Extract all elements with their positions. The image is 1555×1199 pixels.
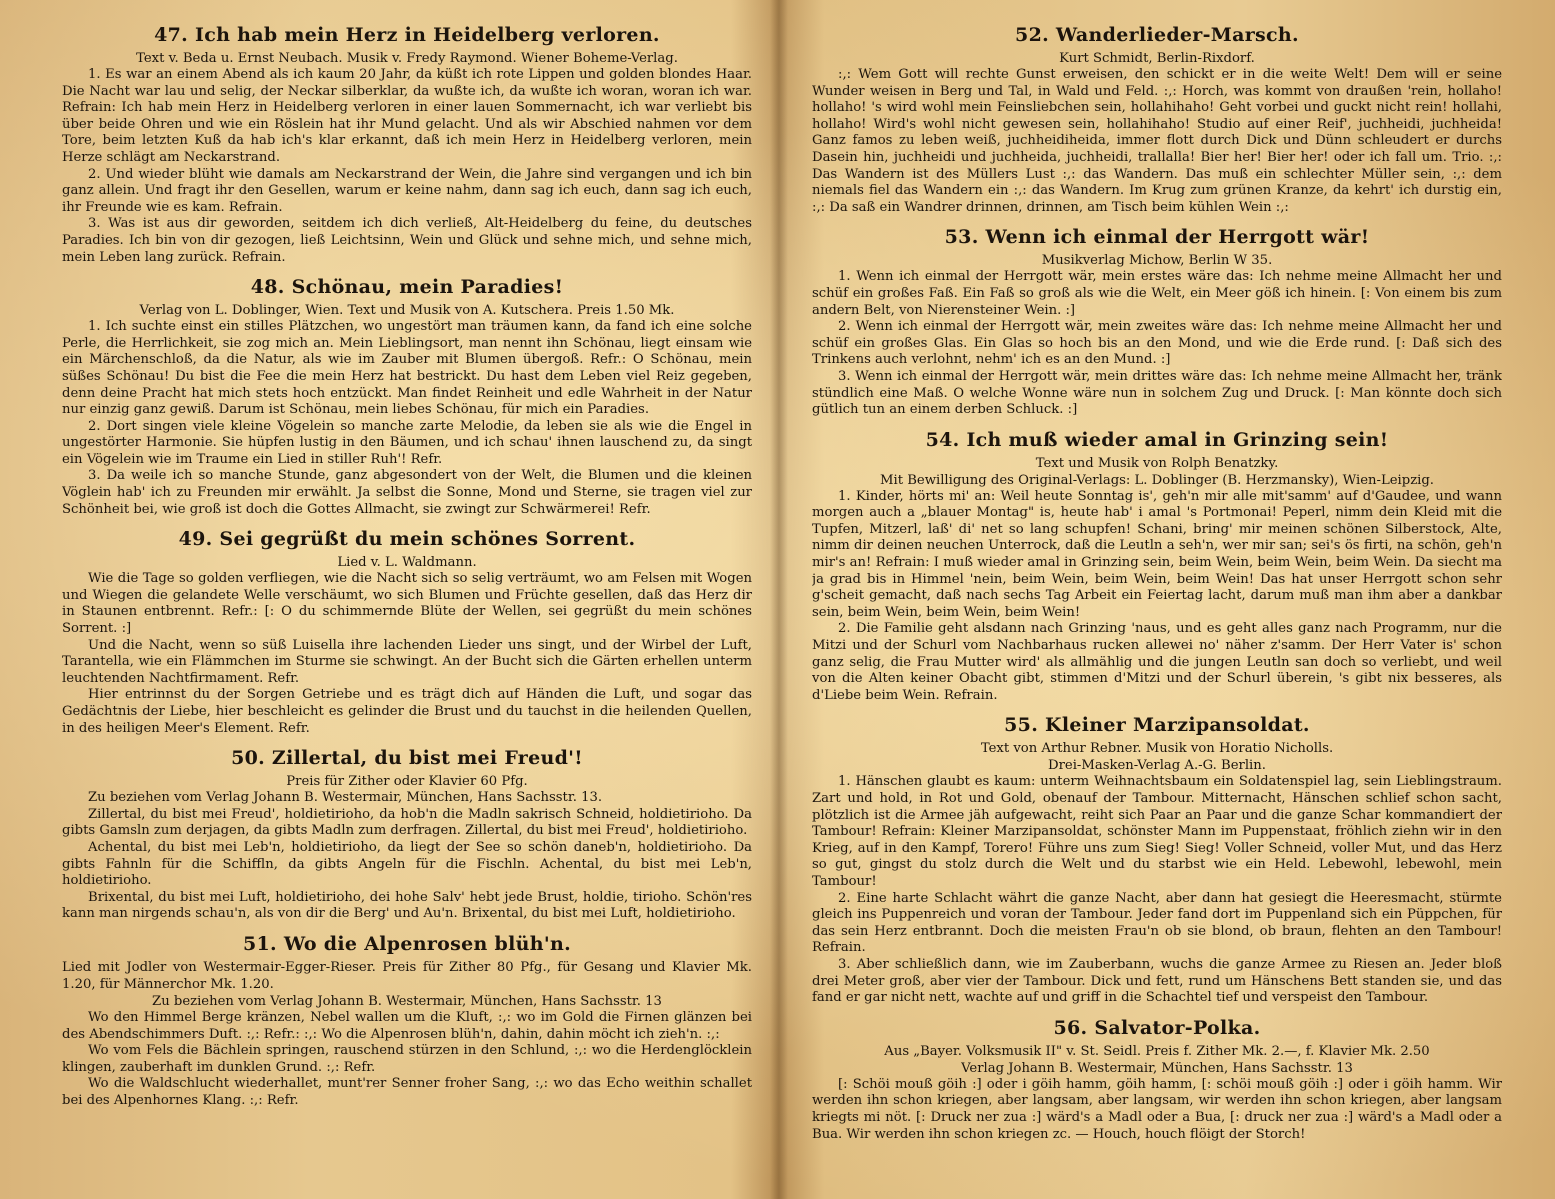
- verse: 2. Und wieder blüht wie damals am Neckarstrand der Wein, die Jahre sind vergangen und ich bin ganz allein. Und fragt ihr den Gesellen, warum er keine nahm, dann sag ich euch, dann sag ich euch, ihr Freunde wie es kam. Refrain.: [62, 166, 752, 215]
- verse: 3. Aber schließlich dann, wie im Zauberbann, wuchs die ganze Armee zu Riesen an. Jeder bloß drei Meter groß, aber vier der Tambour. Dick und fett, rund um Hänschens Bett standen sie, und das fand er gar nicht nett, wachte auf und griff in die Schachtel tief und verspeist den Tambour.: [812, 956, 1502, 1006]
- song-publisher: Mit Bewilligung des Original-Verlags: L. Doblinger (B. Herzmansky), Wien-Leipzig.: [880, 472, 1434, 488]
- song-title: 56. Salvator-Polka.: [1053, 1016, 1261, 1039]
- song-53: [812, 224, 1502, 418]
- verse: Zu beziehen vom Verlag Johann B. Westermair, München, Hans Sachsstr. 13.: [88, 790, 603, 806]
- song-title: 53. Wenn ich einmal der Herrgott wär!: [944, 226, 1370, 249]
- verse: 1. Kinder, hörts mi' an: Weil heute Sonntag is', geh'n mir alle mit'samm' auf d'Gaudee, und wann morgen auch a „blauer Montag" is, heute hab' i amal 's Portmonai! Peperl, nimm dein Kleid mit die Tupfen, Mitzerl, laß' di' net so lang schupfen! Schani, bring' mir meinen schönen Silberstock, Alte, nimm dir deinen neuchen Unterrock, daß die Leutln a seh'n, wer mir san; sei's ös firti, na schön, geh'n mir's an! Refrain: I muß wieder amal in Grinzing sein, beim Wein, beim Wein, beim Wein. Da siecht ma ja grad bis in Himmel 'nein, beim Wein, beim Wein, beim Wein! Das hat unser Herrgott schon sehr g'scheit gemacht, daß nach sechs Tag Arbeit ein Feiertag lacht, darum muß man ihm aber a dankbar sein, beim Wein, beim Wein, beim Wein!: [812, 488, 1502, 620]
- song-title: 49. Sei gegrüßt du mein schönes Sorrent.: [178, 528, 636, 551]
- right-page: [812, 18, 1502, 1183]
- song-47: [62, 22, 752, 266]
- song-credits: Aus „Bayer. Volksmusik II" v. St. Seidl. Preis f. Zither Mk. 2.—, f. Klavier Mk. 2.50: [884, 1043, 1430, 1059]
- song-52: [812, 22, 1502, 216]
- song-credits: Text von Arthur Rebner. Musik von Horatio Nicholls.: [980, 741, 1334, 757]
- verse: Hier entrinnst du der Sorgen Getriebe und es trägt dich auf Händen die Luft, und sogar das Gedächtnis der Liebe, hier beschleicht es gelinder die Brust und du tauchst in die heilenden Quellen, in des heiligen Meer's Element. Refr.: [62, 687, 752, 736]
- song-51: [62, 931, 752, 1110]
- verse: 2. Dort singen viele kleine Vögelein so manche zarte Melodie, da leben sie als wie die Engel in ungestörter Harmonie. Sie hüpfen lustig in den Bäumen, und ich schau' ihnen lauschend zu, da singt ein Vögelein wie im Traume ein Lied in stiller Ruh'! Refr.: [62, 418, 752, 467]
- song-credits: Text v. Beda u. Ernst Neubach. Musik v. Fredy Raymond. Wiener Boheme-Verlag.: [136, 51, 678, 66]
- song-title: 47. Ich hab mein Herz in Heidelberg verloren.: [154, 24, 660, 46]
- verse: Wie die Tage so golden verfliegen, wie die Nacht sich so selig verträumt, wo am Felsen mit Wogen und Wiegen die gelandete Welle verschäumt, wo sich Blumen und Früchte gesellen, daß das Herz dir in Staunen entbrennt. Refr.: [: O du schimmernde Blüte der Wellen, sei gegrüßt du mein schönes Sorrent. :]: [62, 571, 752, 637]
- song-credits: Kurt Schmidt, Berlin-Rixdorf.: [1059, 51, 1255, 66]
- song-title: 54. Ich muß wieder amal in Grinzing sein!: [925, 428, 1389, 451]
- verse: Und die Nacht, wenn so süß Luisella ihre lachenden Lieder uns singt, und der Wirbel der Luft, Tarantella, wie ein Flämmchen im Sturme sie schwingt. An der Bucht sich die Gärten erhellen unterm leuchtenden Nachtfirmament. Refr.: [62, 637, 752, 686]
- verse: 2. Wenn ich einmal der Herrgott wär, mein zweites wäre das: Ich nehme meine Allmacht her und schüf ein großes Glas. Ein Glas so hoch bis an den Mond, und wie die Erde rund. [: Daß sich des Trinkens auch verlohnt, nehm' ich es an den Mund. :]: [812, 319, 1502, 368]
- verse: :,: Wem Gott will rechte Gunst erweisen, den schickt er in die weite Welt! Dem will er seine Wunder weisen in Berg und Tal, in Wald und Feld. :,: Horch, was kommt von draußen 'rein, hollaho! hollaho! 's wird wohl mein Feinsliebchen sein, hollahihaho! Geht vorbei und guckt nicht rein! hollahi, hollaho! Wird's wohl nicht gewesen sein, hollahihaho! Studio auf einer Reif', juchheidi, juchheida! Ganz famos zu leben weiß, juchheidiheida, immer flott durch Dick und Dünn schleudert er durchs Dasein hin, juchheidi und juchheida, juchheidi, trallalla! Bier her! Bier her! oder ich fall um. Trio. :,: Das Wandern ist des Müllers Lust :,: das Wandern. Das muß ein schlechter Müller sein, :,: dem niemals fiel das Wandern ein :,: das Wandern. Im Krug zum grünen Kranze, da kehrt' ich durstig ein, :,: Da saß ein Wandrer drinnen, drinnen, am Tisch beim kühlen Wein :,:: [812, 67, 1502, 215]
- song-54: [812, 427, 1502, 705]
- verse: 3. Wenn ich einmal der Herrgott wär, mein drittes wäre das: Ich nehme meine Allmacht her, tränk stündlich eine Maß. O welche Wonne wäre nun in solchem Zug und Druck. [: Man könnte doch sich gütlich tun an einem derben Schluck. :]: [812, 368, 1502, 418]
- verse: Achental, du bist mei Leb'n, holdietirioho, da liegt der See so schön daneb'n, holdietirioho. Da gibts Fahnln für die Schiffln, da gibts Angeln für die Fischln. Achental, du bist mei Leb'n, holdietirioho.: [62, 839, 752, 889]
- verse: Wo den Himmel Berge kränzen, Nebel wallen um die Kluft, :,: wo im Gold die Firnen glänzen bei des Abendschimmers Duft. :,: Refr.: :,: Wo die Alpenrosen blüh'n, dahin, dahin möcht ich zieh'n. :,:: [62, 1009, 752, 1042]
- verse: 1. Wenn ich einmal der Herrgott wär, mein erstes wäre das: Ich nehme meine Allmacht her und schüf ein großes Faß. Ein Faß so groß als wie die Welt, ein Meer göß ich hinein. [: Von einem bis zum andern Belt, von Nierensteiner Wein. :]: [812, 269, 1502, 318]
- verse: Brixental, du bist mei Luft, holdietirioho, dei hohe Salv' hebt jede Brust, holdie, tirioho. Schön'res kann man nirgends schau'n, als von dir die Berg' und Au'n. Brixental, du bist mei Luft, holdietirioho.: [62, 889, 752, 922]
- verse: 1. Ich suchte einst ein stilles Plätzchen, wo ungestört man träumen kann, da fand ich eine solche Perle, die Herrlichkeit, sie zog mich an. Mein Lieblingsort, man nennt ihn Schönau, liegt einsam wie ein Märchenschloß, da die Natur, als wie im Zauber mit Blumen übergoß. Refr.: O Schönau, mein süßes Schönau! Du bist die Fee die mein Herz hat bestrickt. Du hast dem Leben viel Reiz gegeben, denn deine Pracht hat mich stets hoch entzückt. Man findet Reinheit und edle Wahrheit in der Natur nur einzig ganz gewiß. Darum ist Schönau, mein liebes Schönau, für mich ein Paradies.: [62, 319, 752, 418]
- song-50: [62, 745, 752, 923]
- verse: 2. Die Familie geht alsdann nach Grinzing 'naus, und es geht alles ganz nach Programm, nur die Mitzi und der Schurl vom Nachbarhaus rucken allewei no' näher z'samm. Der Herr Vater is' schon ganz selig, die Frau Mutter wird' als allmählig und die jungen Leutln san doch so verliebt, und weil von die Alten keiner Obacht gibt, stimmen d'Mitzi und der Schurl überein, 's gibt nix besseres, als d'Liebe beim Wein. Refrain.: [812, 621, 1502, 703]
- song-title: 52. Wanderlieder-Marsch.: [1015, 24, 1299, 46]
- page-fold: [770, 0, 788, 1199]
- verse: Wo die Waldschlucht wiederhallet, munt'rer Senner froher Sang, :,: wo das Echo weithin schallet bei des Alpenhornes Klang. :,: Refr.: [62, 1076, 752, 1108]
- song-title: 55. Kleiner Marzipansoldat.: [1004, 714, 1310, 737]
- song-credits: Verlag von L. Doblinger, Wien. Text und Musik von A. Kutschera. Preis 1.50 Mk.: [139, 303, 675, 319]
- verse: 1. Es war an einem Abend als ich kaum 20 Jahr, da küßt ich rote Lippen und golden blondes Haar. Die Nacht war lau und selig, der Neckar silberklar, da wußte ich, da wußte ich woran, woran ich war. Refrain: Ich hab mein Herz in Heidelberg verloren in einer lauen Sommernacht, ich war verliebt bis über beide Ohren und wie ein Röslein hat ihr Mund gelacht. Und als wir Abschied nahmen vor dem Tore, beim letzten Kuß da hab ich's klar erkannt, daß ich mein Herz in Heidelberg verloren, mein Herze schlägt am Neckarstrand.: [62, 67, 752, 165]
- song-credits: Lied mit Jodler von Westermair-Egger-Rieser. Preis für Zither 80 Pfg., für Gesang und Klavier Mk. 1.20, für Männerchor Mk. 1.20.: [62, 959, 752, 992]
- song-credits: Musikverlag Michow, Berlin W 35.: [1041, 253, 1273, 269]
- verse: 1. Hänschen glaubt es kaum: unterm Weihnachtsbaum ein Soldatenspiel lag, sein Lieblingstraum. Zart und hold, in Rot und Gold, obenauf der Tambour. Mitternacht, Hänschen schlief schon sacht, plötzlich ist die Armee jäh aufgewacht, reiht sich Paar an Paar und die ganze Schar kommandiert der Tambour! Refrain: Kleiner Marzipansoldat, schönster Mann im Puppenstaat, fröhlich ziehn wir in den Krieg, auf in den Kampf, Torero! Führe uns zum Sieg! Sieg! Voller Schneid, voller Mut, und das Herz so gut, gingst du stolz durch die Welt und du starbst wie ein Held. Lebewohl, lebewohl, mein Tambour!: [812, 774, 1502, 889]
- song-48: [62, 274, 752, 518]
- verse: 2. Eine harte Schlacht währt die ganze Nacht, aber dann hat gesiegt die Heeresmacht, stürmte gleich ins Puppenreich und voran der Tambour. Jeder fand dort im Puppenland sich ein Püppchen, für das sein Herz entbrannt. Doch die meisten Frau'n ob sie blond, ob braun, flehten an den Tambour! Refrain.: [812, 890, 1502, 956]
- song-title: 50. Zillertal, du bist mei Freud'!: [231, 747, 583, 770]
- verse: [: Schöi mouß göih :] oder i göih hamm, göih hamm, [: schöi mouß göih :] oder i göih hamm. Wir werden ihn schon kriegen, aber langsam, aber langsam, wir werden ihn schon kriegen, aber langsam kriegts mi nöt. [: Druck ner zua :] wärd's a Madl oder a Bua, [: druck ner zua :] wärd's a Madl oder a Bua. Wir werden ihn schon kriegen zc. — Houch, houch flöigt der Storch!: [812, 1076, 1502, 1142]
- song-title: 51. Wo die Alpenrosen blüh'n.: [242, 932, 572, 955]
- song-credits: Lied v. L. Waldmann.: [337, 555, 477, 571]
- song-55: [812, 712, 1502, 1006]
- verse: 3. Da weile ich so manche Stunde, ganz abgesondert von der Welt, die Blumen und die kleinen Vöglein hab' ich zu Freunden mir erwählt. Ja selbst die Sonne, Mond und Sterne, sie tragen viel zur Schönheit bei, wie groß ist doch die Gottes Allmacht, sie zwingt zur Schwärmerei! Refr.: [62, 468, 752, 517]
- song-credits: Preis für Zither oder Klavier 60 Pfg.: [286, 774, 528, 790]
- verse: Zillertal, du bist mei Freud', holdietirioho, da hob'n die Madln sakrisch Schneid, holdietirioho. Da gibts Gamsln zum derjagen, da gibts Madln zum derfragen. Zillertal, du bist mei Freud', holdietirioho.: [62, 806, 752, 839]
- song-publisher: Zu beziehen vom Verlag Johann B. Westermair, München, Hans Sachsstr. 13: [152, 993, 662, 1009]
- song-credits: Text und Musik von Rolph Benatzky.: [1035, 455, 1279, 471]
- song-49: [62, 526, 752, 737]
- song-56: [812, 1015, 1502, 1143]
- song-publisher: Verlag Johann B. Westermair, München, Hans Sachsstr. 13: [961, 1060, 1353, 1076]
- song-publisher: Drei-Masken-Verlag A.-G. Berlin.: [1048, 758, 1266, 774]
- song-title: 48. Schönau, mein Paradies!: [250, 276, 564, 299]
- verse: 3. Was ist aus dir geworden, seitdem ich dich verließ, Alt-Heidelberg du feine, du deutsches Paradies. Ich bin von dir gezogen, ließ Leichtsinn, Wein und Glück und sehne mich, und sehne mich, mein Leben lang zurück. Refrain.: [62, 216, 752, 265]
- left-page: [62, 18, 752, 1183]
- verse: Wo vom Fels die Bächlein springen, rauschend stürzen in den Schlund, :,: wo die Herdenglöcklein klingen, zauberhaft im dunklen Grund. :,: Refr.: [62, 1043, 752, 1075]
